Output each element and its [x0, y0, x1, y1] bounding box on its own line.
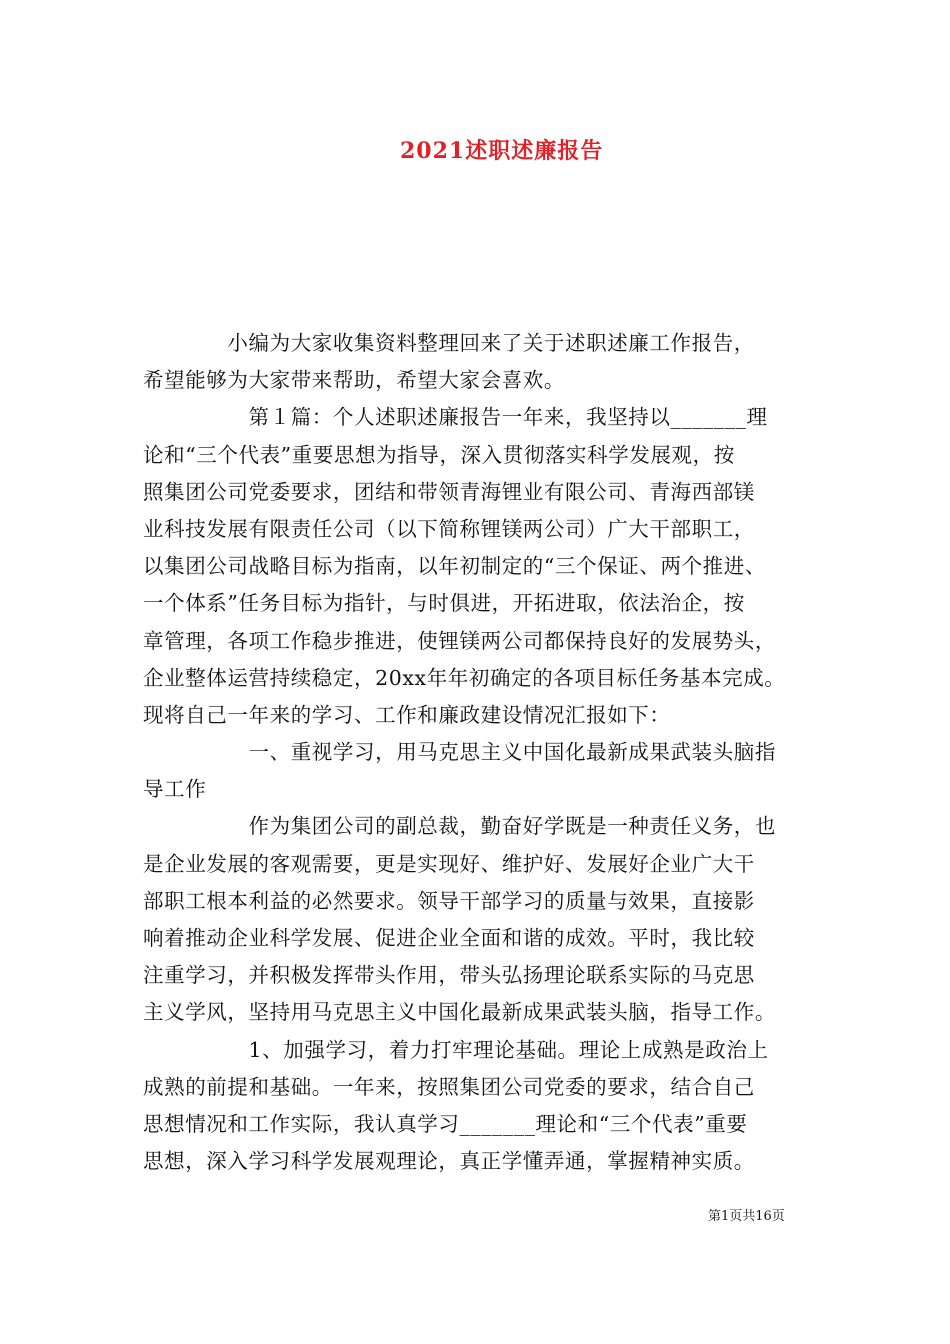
body-line-14: 作为集团公司的副总裁，勤奋好学既是一种责任义务，也: [143, 814, 776, 839]
body-line-20: 1、加强学习，着力打牢理论基础。理论上成熟是政治上: [143, 1037, 769, 1062]
body-line-22: 思想情况和工作实际，我认真学习_______理论和“三个代表”重要: [143, 1111, 748, 1136]
body-line-23: 思想，深入学习科学发展观理论，真正学懂弄通，掌握精神实质。: [143, 1149, 755, 1174]
body-line-4: 论和“三个代表”重要思想为指导，深入贯彻落实科学发展观，按: [143, 442, 735, 467]
body-line-11: 现将自己一年来的学习、工作和廉政建设情况汇报如下：: [143, 702, 671, 727]
body-line-2: 希望能够为大家带来帮助，希望大家会喜欢。: [143, 368, 565, 393]
body-line-5: 照集团公司党委要求，团结和带领青海锂业有限公司、青海西部镁: [143, 479, 755, 504]
body-line-15: 是企业发展的客观需要，更是实现好、维护好、发展好企业广大干: [143, 851, 755, 876]
document-body: [143, 325, 833, 1180]
body-line-17: 响着推动企业科学发展、促进企业全面和谐的成效。平时，我比较: [143, 926, 755, 950]
body-line-9: 章管理，各项工作稳步推进，使锂镁两公司都保持良好的发展势头，: [143, 628, 776, 653]
body-line-12: 一、重视学习，用马克思主义中国化最新成果武装头脑指: [143, 740, 776, 765]
body-line-6: 业科技发展有限责任公司（以下简称锂镁两公司）广大干部职工，: [143, 516, 755, 541]
body-line-19: 主义学风，坚持用马克思主义中国化最新成果武装头脑，指导工作。: [143, 1000, 776, 1025]
body-line-21: 成熟的前提和基础。一年来，按照集团公司党委的要求，结合自己: [143, 1074, 755, 1099]
body-line-18: 注重学习，并积极发挥带头作用，带头弘扬理论联系实际的马克思: [143, 963, 755, 988]
body-line-7: 以集团公司战略目标为指南，以年初制定的“三个保证、两个推进、: [143, 554, 766, 579]
body-line-16: 部职工根本利益的必然要求。领导干部学习的质量与效果，直接影: [143, 888, 755, 913]
document-title: 2021述职述廉报告: [400, 138, 604, 164]
body-line-3: 第１篇：个人述职述廉报告一年来，我坚持以_______理: [143, 405, 768, 430]
body-line-13: 导工作: [143, 777, 207, 802]
body-line-10: 企业整体运营持续稳定，20xx年年初确定的各项目标任务基本完成。: [143, 665, 786, 690]
body-line-1: 小编为大家收集资料整理回来了关于述职述廉工作报告，: [143, 331, 755, 355]
page-number-footer: 第1页共16页: [708, 1209, 785, 1224]
body-line-8: 一个体系”任务目标为指针，与时俱进，开拓进取，依法治企，按: [143, 591, 745, 616]
